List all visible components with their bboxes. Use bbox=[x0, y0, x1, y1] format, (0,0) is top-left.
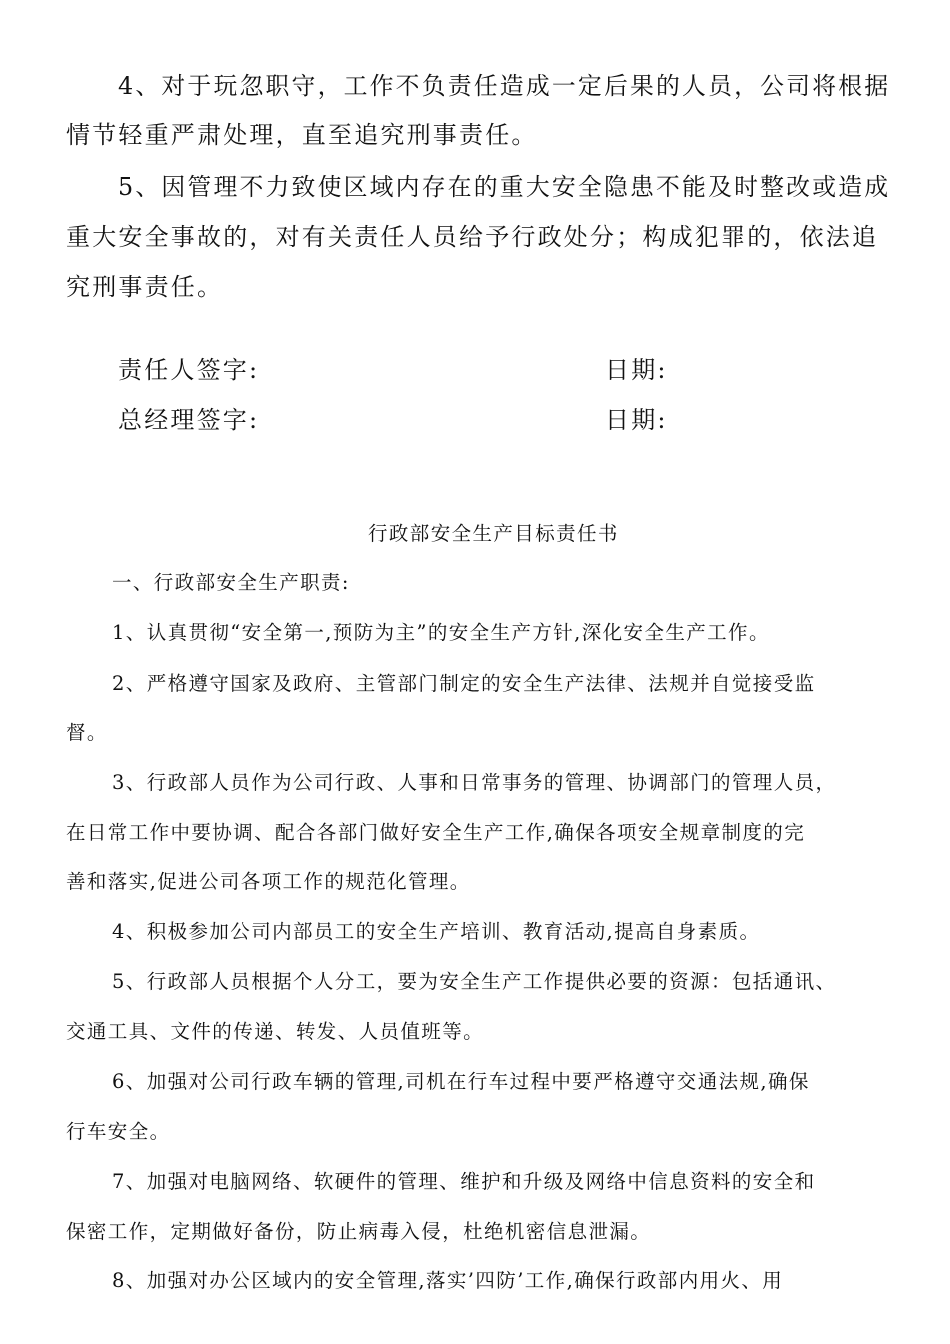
s1-item5-line2: 重大安全事故的，对有关责任人员给予行政处分；构成犯罪的，依法追 bbox=[66, 223, 879, 251]
s2-item7-line2: 保密工作，定期做好备份，防止病毒入侵，杜绝机密信息泄漏。 bbox=[66, 1220, 652, 1243]
s2-item5-line2: 交通工具、文件的传递、转发、人员值班等。 bbox=[66, 1020, 485, 1043]
s2-item3-line1: 3、行政部人员作为公司行政、人事和日常事务的管理、协调部门的管理人员， bbox=[112, 771, 837, 794]
s2-item8-line1: 8、加强对办公区域内的安全管理,落实’四防’工作,确保行政部内用火、用 bbox=[112, 1269, 784, 1292]
s2-item1-line1: 1、认真贯彻“安全第一,预防为主”的安全生产方针,深化安全生产工作。 bbox=[112, 621, 770, 644]
s1-item4-line1: 4、对于玩忽职守，工作不负责任造成一定后果的人员，公司将根据 bbox=[118, 72, 891, 100]
s2-item2-line2: 督。 bbox=[66, 721, 108, 744]
responsible-signature-label: 责任人签字: bbox=[118, 356, 260, 384]
s2-item4-line1: 4、积极参加公司内部员工的安全生产培训、教育活动,提高自身素质。 bbox=[112, 920, 761, 943]
s2-item6-line2: 行车安全。 bbox=[66, 1120, 171, 1143]
s1-item5-line1: 5、因管理不力致使区域内存在的重大安全隐患不能及时整改或造成 bbox=[118, 173, 891, 201]
responsible-date-label: 日期: bbox=[605, 356, 668, 384]
s2-item3-line2: 在日常工作中要协调、配合各部门做好安全生产工作,确保各项安全规章制度的完 bbox=[66, 821, 806, 844]
s2-item5-line1: 5、行政部人员根据个人分工，要为安全生产工作提供必要的资源：包括通讯、 bbox=[112, 970, 837, 993]
section2-heading: 一、行政部安全生产职责: bbox=[112, 571, 350, 594]
manager-date-label: 日期: bbox=[605, 406, 668, 434]
manager-signature-label: 总经理签字: bbox=[118, 406, 260, 434]
s1-item4-line2: 情节轻重严肃处理，直至追究刑事责任。 bbox=[66, 121, 538, 149]
s2-item6-line1: 6、加强对公司行政车辆的管理,司机在行车过程中要严格遵守交通法规,确保 bbox=[112, 1070, 810, 1093]
s2-item3-line3: 善和落实,促进公司各项工作的规范化管理。 bbox=[66, 870, 471, 893]
section2-title: 行政部安全生产目标责任书 bbox=[368, 522, 619, 545]
s2-item2-line1: 2、严格遵守国家及政府、主管部门制定的安全生产法律、法规并自觉接受监 bbox=[112, 672, 816, 695]
s1-item5-line3: 究刑事责任。 bbox=[66, 273, 224, 301]
s2-item7-line1: 7、加强对电脑网络、软硬件的管理、维护和升级及网络中信息资料的安全和 bbox=[112, 1170, 816, 1193]
